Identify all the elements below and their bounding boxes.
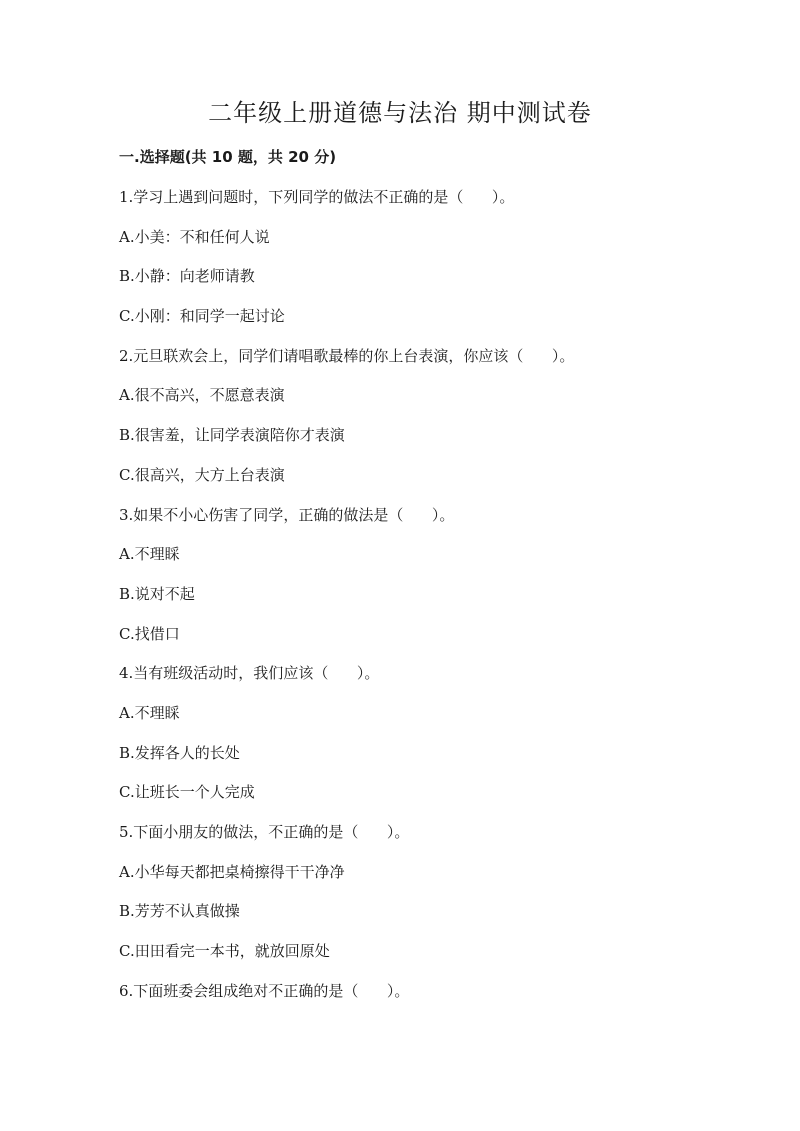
option-1c: C.小刚：和同学一起讨论 <box>119 307 285 326</box>
option-4a: A.不理睬 <box>119 703 180 722</box>
option-2b: B.很害羞，让同学表演陪你才表演 <box>119 426 345 445</box>
question-1: 1.学习上遇到问题时，下列同学的做法不正确的是（ ）。 <box>119 188 515 206</box>
option-4b: B.发挥各人的长处 <box>119 743 240 762</box>
exam-title: 二年级上册道德与法治 期中测试卷 <box>208 99 592 127</box>
question-list <box>119 186 719 1019</box>
option-5a: A.小华每天都把桌椅擦得干干净净 <box>119 862 345 881</box>
option-5c: C.田田看完一本书，就放回原处 <box>119 942 330 961</box>
question-5: 5.下面小朋友的做法，不正确的是（ ）。 <box>119 823 410 841</box>
option-1a: A.小美：不和任何人说 <box>119 227 270 246</box>
option-3a: A.不理睬 <box>119 545 180 564</box>
option-2a: A.很不高兴，不愿意表演 <box>119 386 285 405</box>
option-4c: C.让班长一个人完成 <box>119 783 255 802</box>
question-3: 3.如果不小心伤害了同学，正确的做法是（ ）。 <box>119 505 455 524</box>
section-heading: 一.选择题(共 10 题，共 20 分) <box>119 148 337 166</box>
option-5b: B.芳芳不认真做操 <box>119 902 240 921</box>
question-6: 6.下面班委会组成绝对不正确的是（ ）。 <box>119 981 410 1000</box>
option-3c: C.找借口 <box>119 624 180 643</box>
question-2: 2.元旦联欢会上，同学们请唱歌最棒的你上台表演，你应该（ ）。 <box>119 346 575 365</box>
option-1b: B.小静：向老师请教 <box>119 267 255 286</box>
option-2c: C.很高兴，大方上台表演 <box>119 465 285 484</box>
option-3b: B.说对不起 <box>119 584 195 603</box>
question-4: 4.当有班级活动时，我们应该（ ）。 <box>119 664 380 683</box>
